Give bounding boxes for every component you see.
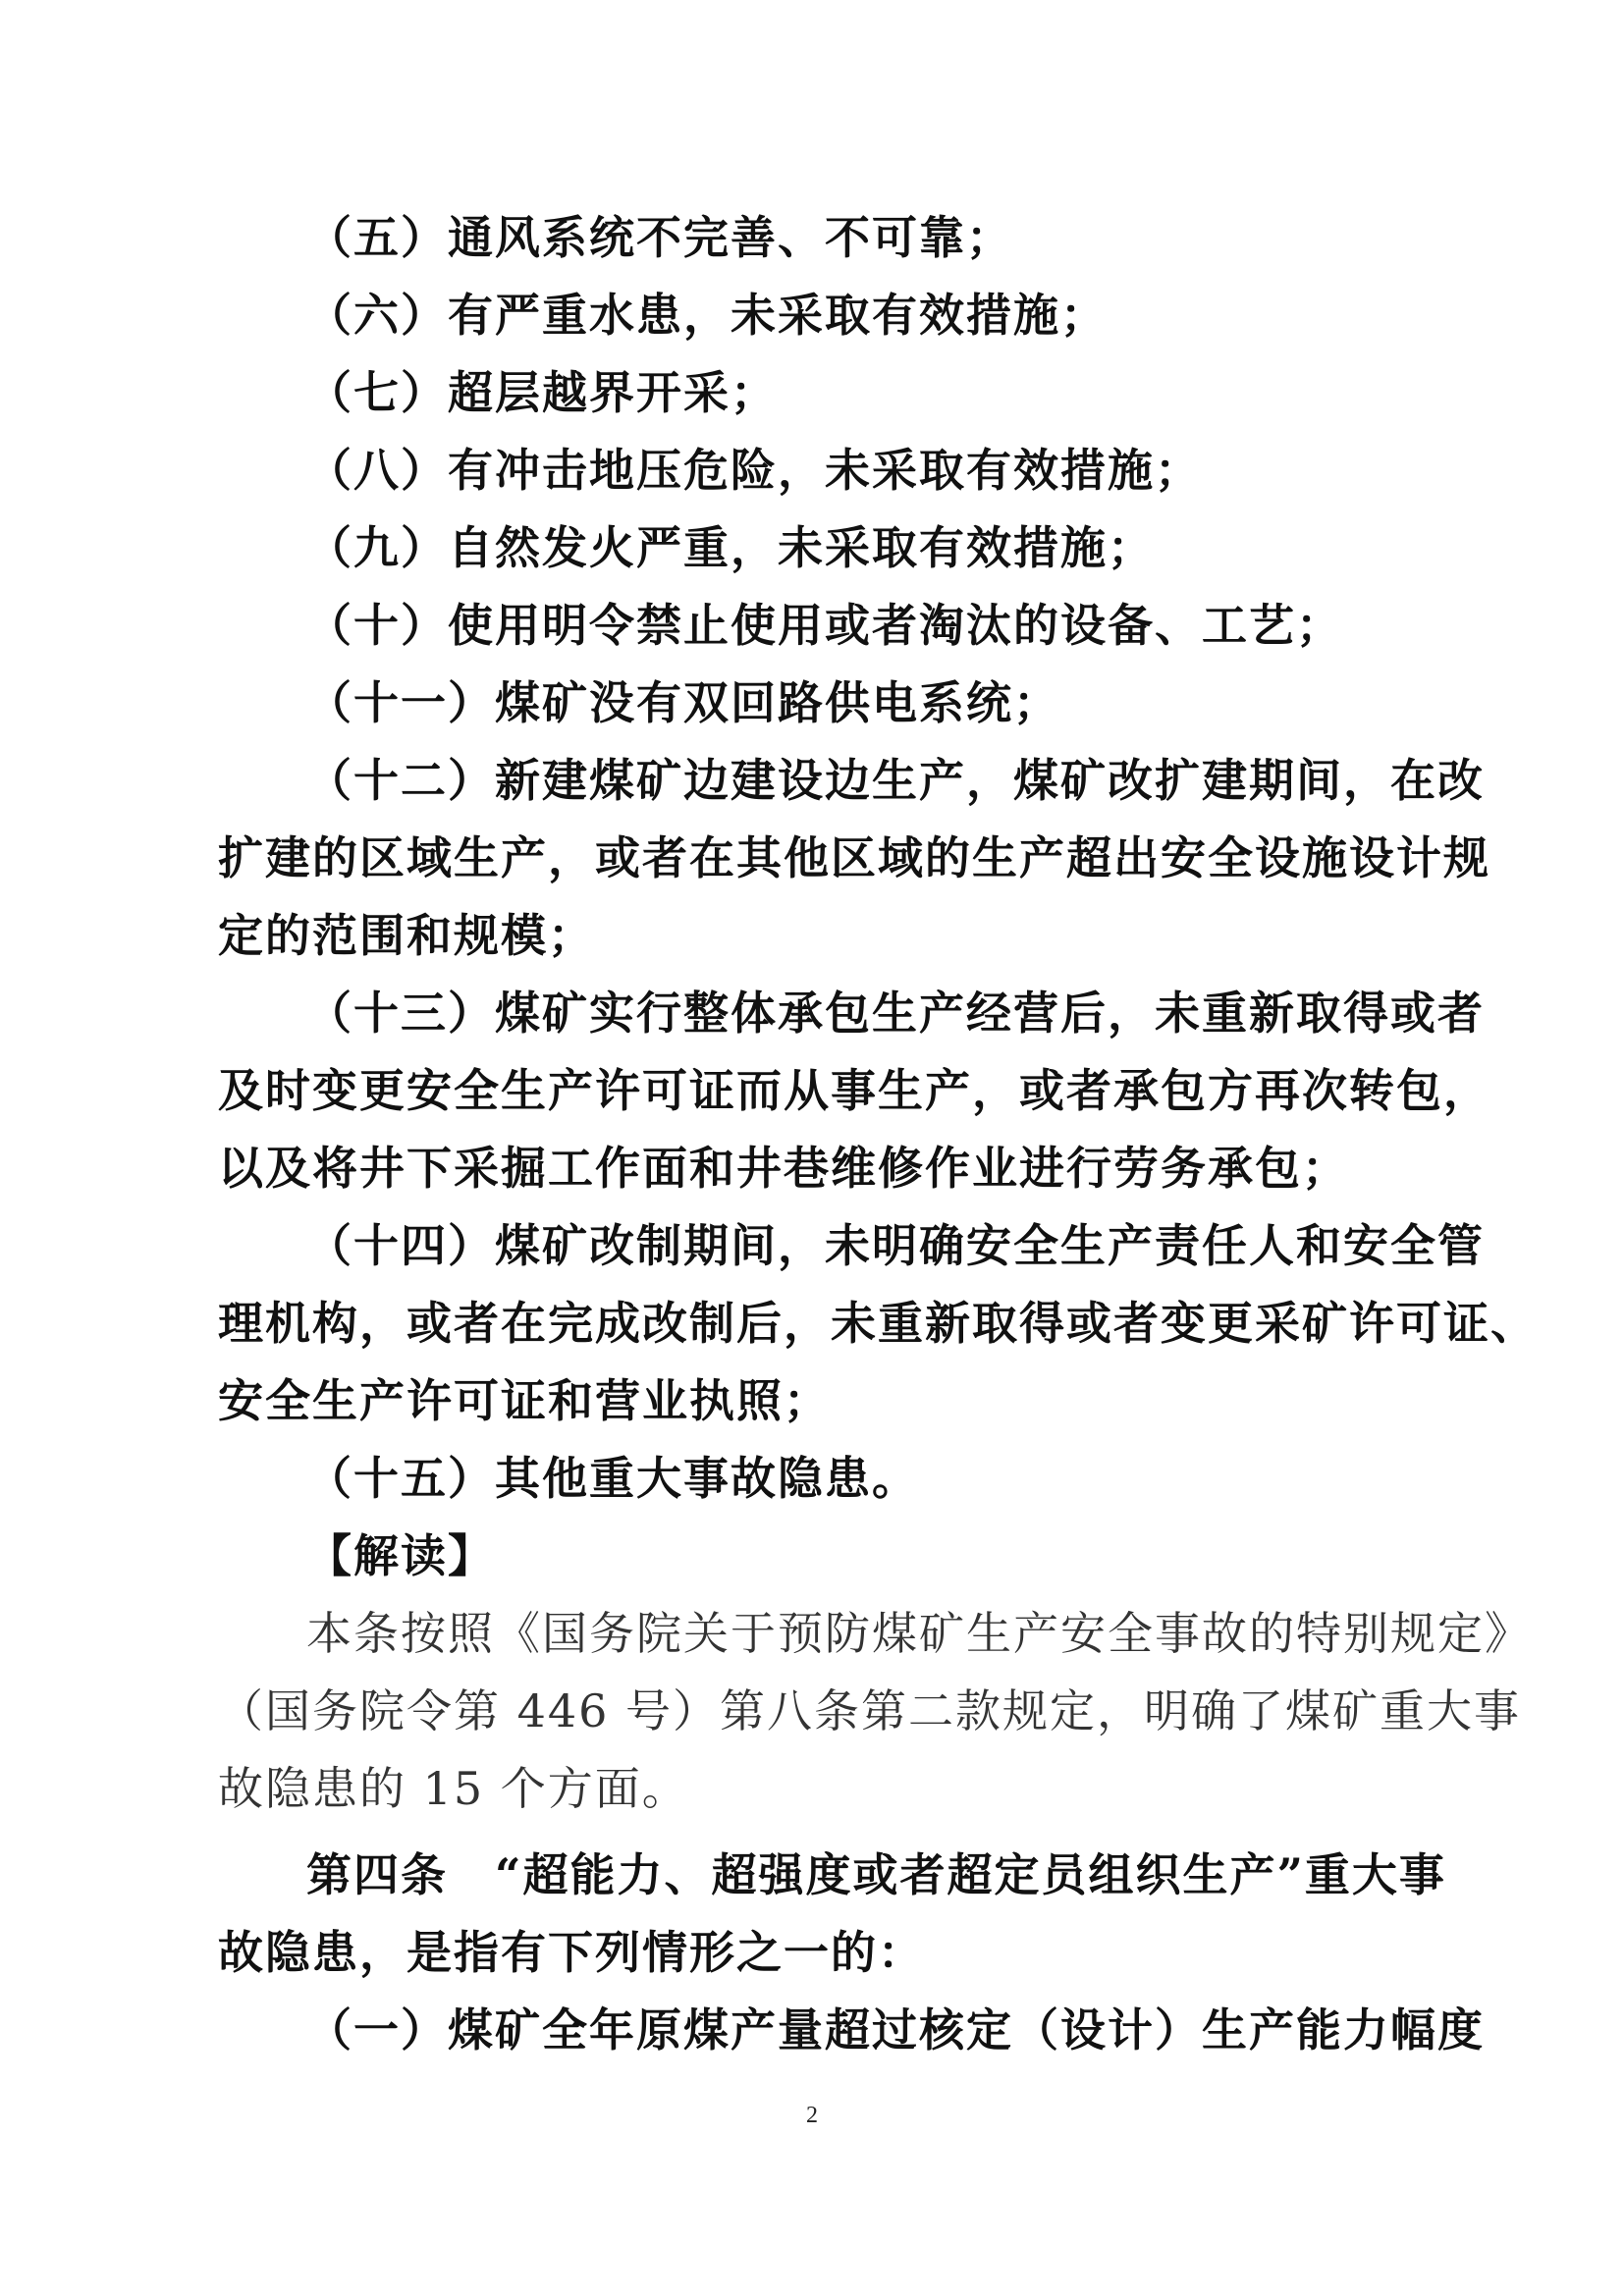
article-4-clause-1: （一）煤矿全年原煤产量超过核定（设计）生产能力幅度	[306, 2003, 1485, 2056]
clause-12-line-1: （十二）新建煤矿边建设边生产，煤矿改扩建期间，在改	[306, 754, 1485, 807]
clause-11: （十一）煤矿没有双回路供电系统；	[306, 676, 1060, 729]
article-4-line-1: 第四条 “超能力、超强度或者超定员组织生产”重大事	[306, 1848, 1446, 1901]
interpretation-heading: 【解读】	[306, 1529, 495, 1582]
clause-13-line-2: 及时变更安全生产许可证而从事生产，或者承包方再次转包，	[218, 1064, 1490, 1117]
page-number: 2	[806, 2103, 818, 2128]
clause-13-line-3: 以及将井下采掘工作面和井巷维修作业进行劳务承包；	[218, 1142, 1349, 1195]
clause-12-line-3: 定的范围和规模；	[218, 909, 595, 962]
interpretation-line-3: 故隐患的 15 个方面。	[218, 1762, 689, 1815]
clause-7: （七）超层越界开采；	[306, 366, 778, 419]
article-4-line-2: 故隐患，是指有下列情形之一的：	[218, 1926, 925, 1979]
clause-12-line-2: 扩建的区域生产，或者在其他区域的生产超出安全设施设计规	[218, 831, 1490, 884]
clause-15: （十五）其他重大事故隐患。	[306, 1452, 919, 1505]
clause-9: （九）自然发火严重，未采取有效措施；	[306, 521, 1155, 574]
clause-6: （六）有严重水患，未采取有效措施；	[306, 289, 1108, 342]
clause-10: （十）使用明令禁止使用或者淘汰的设备、工艺；	[306, 599, 1343, 652]
interpretation-line-2: （国务院令第 446 号）第八条第二款规定，明确了煤矿重大事	[218, 1684, 1522, 1737]
clause-5: （五）通风系统不完善、不可靠；	[306, 211, 1013, 264]
clause-14-line-2: 理机构，或者在完成改制后，未重新取得或者变更采矿许可证、	[218, 1297, 1538, 1350]
interpretation-line-1: 本条按照《国务院关于预防煤矿生产安全事故的特别规定》	[306, 1607, 1532, 1660]
clause-8: （八）有冲击地压危险，未采取有效措施；	[306, 444, 1202, 497]
clause-14-line-3: 安全生产许可证和营业执照；	[218, 1374, 831, 1427]
clause-14-line-1: （十四）煤矿改制期间，未明确安全生产责任人和安全管	[306, 1219, 1485, 1272]
clause-13-line-1: （十三）煤矿实行整体承包生产经营后，未重新取得或者	[306, 987, 1485, 1040]
